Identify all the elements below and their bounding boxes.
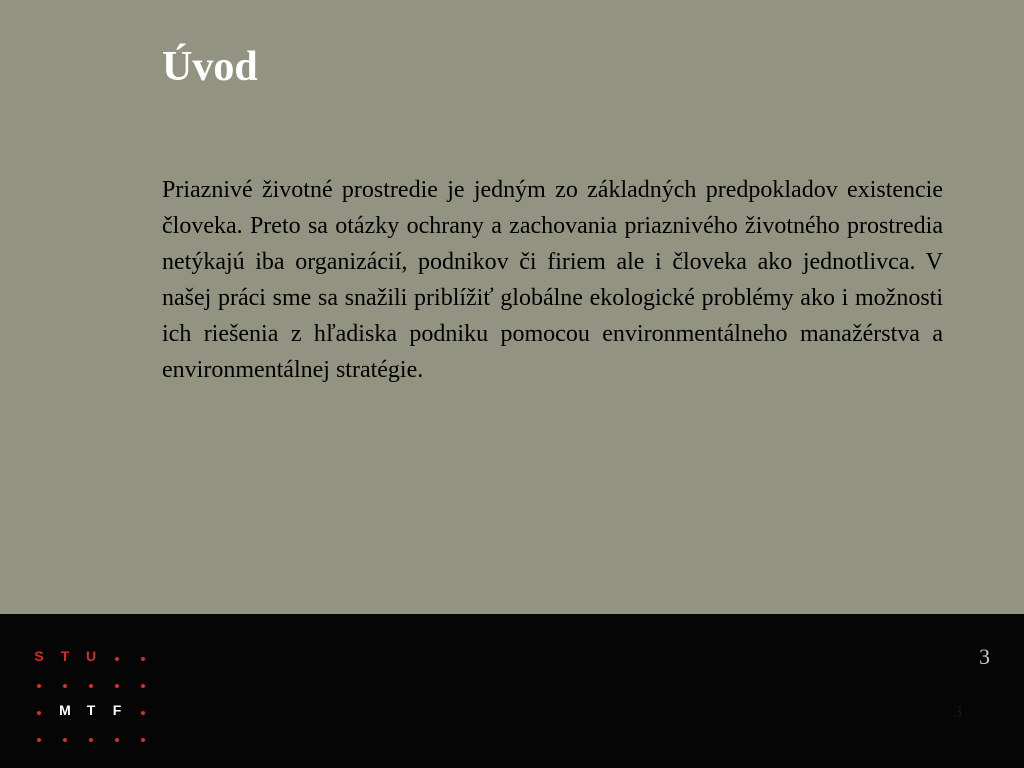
logo-letter: M bbox=[59, 701, 71, 718]
stu-mtf-logo bbox=[26, 642, 156, 752]
logo-letter: T bbox=[86, 701, 96, 718]
logo-dot bbox=[26, 702, 52, 718]
slide-footer bbox=[0, 614, 1024, 768]
logo-dot bbox=[78, 675, 104, 691]
logo-dot bbox=[130, 675, 156, 691]
logo-letter: S bbox=[34, 647, 44, 664]
logo-dot bbox=[104, 648, 130, 664]
slide-title: Úvod bbox=[162, 44, 258, 90]
slide-number: 3 bbox=[979, 644, 990, 669]
logo-dot bbox=[52, 729, 78, 745]
logo-letter: F bbox=[112, 701, 122, 718]
logo-dot bbox=[104, 729, 130, 745]
logo-dot bbox=[26, 675, 52, 691]
logo-dot bbox=[130, 729, 156, 745]
logo-row-stu bbox=[26, 642, 156, 669]
logo-dot bbox=[130, 702, 156, 718]
logo-dot bbox=[78, 729, 104, 745]
logo-dot bbox=[52, 675, 78, 691]
logo-row-dots bbox=[26, 723, 156, 750]
logo-row-dots bbox=[26, 669, 156, 696]
logo-letter: T bbox=[60, 647, 70, 664]
logo-letter: U bbox=[85, 647, 97, 664]
logo-dot bbox=[130, 648, 156, 664]
slide-body-text: Priaznivé životné prostredie je jedným zo základných predpokladov existencie človeka. Preto sa otázky ochrany a zachovania priaznivého životného prostredia netýkajú iba organizácií, podnikov či firiem ale i človeka ako jednotlivca. V našej práci sme sa snažili priblížiť globálne ekologické problémy ako i možnosti ich riešenia z hľadiska podniku pomocou environmentálneho manažérstva a environmentálnej stratégie. bbox=[162, 177, 943, 383]
logo-dot bbox=[104, 675, 130, 691]
logo-row-mtf bbox=[26, 696, 156, 723]
slide-number-faint: 3 bbox=[954, 704, 962, 721]
logo-dot bbox=[26, 729, 52, 745]
